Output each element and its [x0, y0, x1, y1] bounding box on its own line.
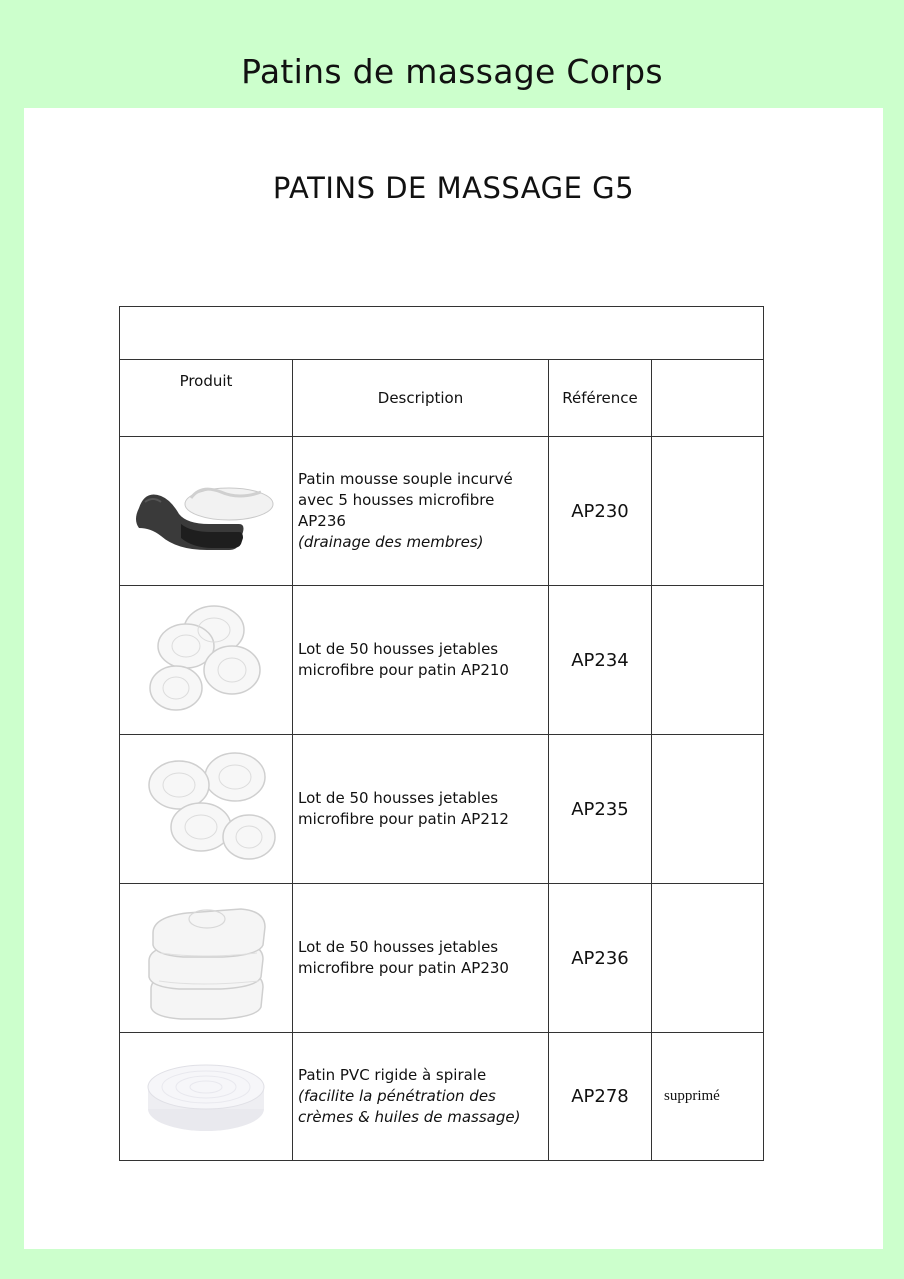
document-sheet [24, 108, 883, 1249]
microfiber-covers-image [136, 600, 276, 720]
status-cell [652, 735, 764, 884]
description-text: Lot de 50 housses jetables microfibre pour patin AP210 [298, 640, 509, 679]
reference-cell: AP230 [549, 437, 652, 586]
curved-foam-pad-image [131, 466, 281, 556]
description-cell [293, 437, 549, 586]
description-text: Lot de 50 housses jetables microfibre pour patin AP230 [298, 938, 509, 977]
table-row [120, 437, 764, 586]
description-text: Patin mousse souple incurvé avec 5 housses microfibre AP236 [298, 470, 513, 530]
reference-cell: AP234 [549, 586, 652, 735]
description-text: Lot de 50 housses jetables microfibre pour patin AP212 [298, 789, 509, 828]
status-cell: supprimé [652, 1033, 764, 1161]
page-header-title: Patins de massage Corps [241, 52, 663, 91]
product-image-cell [120, 437, 293, 586]
microfiber-covers-stack-image [141, 893, 271, 1023]
description-cell [293, 884, 549, 1033]
description-cell [293, 586, 549, 735]
description-note: (drainage des membres) [298, 533, 484, 551]
microfiber-covers-image [131, 749, 281, 869]
product-image-cell [120, 1033, 293, 1161]
reference-cell: AP278 [549, 1033, 652, 1161]
reference-cell: AP236 [549, 884, 652, 1033]
status-cell [652, 437, 764, 586]
table-header-row [120, 360, 764, 437]
document-title: PATINS DE MASSAGE G5 [272, 171, 635, 205]
column-header-description: Description [293, 360, 549, 437]
product-image-cell [120, 884, 293, 1033]
description-note: (facilite la pénétration des crèmes & huiles de massage) [298, 1087, 521, 1126]
description-cell [293, 1033, 549, 1161]
pvc-spiral-pad-image [141, 1057, 271, 1137]
status-cell [652, 884, 764, 1033]
column-header-produit: Produit [120, 360, 293, 437]
status-cell [652, 586, 764, 735]
table-row [120, 586, 764, 735]
table-row [120, 884, 764, 1033]
column-header-reference: Référence [549, 360, 652, 437]
reference-cell: AP235 [549, 735, 652, 884]
description-cell [293, 735, 549, 884]
product-image-cell [120, 735, 293, 884]
table-blank-row [120, 307, 764, 360]
column-header-status [652, 360, 764, 437]
product-image-cell [120, 586, 293, 735]
blank-cell [120, 307, 764, 360]
description-text: Patin PVC rigide à spirale [298, 1066, 487, 1084]
table-row [120, 1033, 764, 1161]
products-table [119, 306, 764, 1161]
table-row [120, 735, 764, 884]
